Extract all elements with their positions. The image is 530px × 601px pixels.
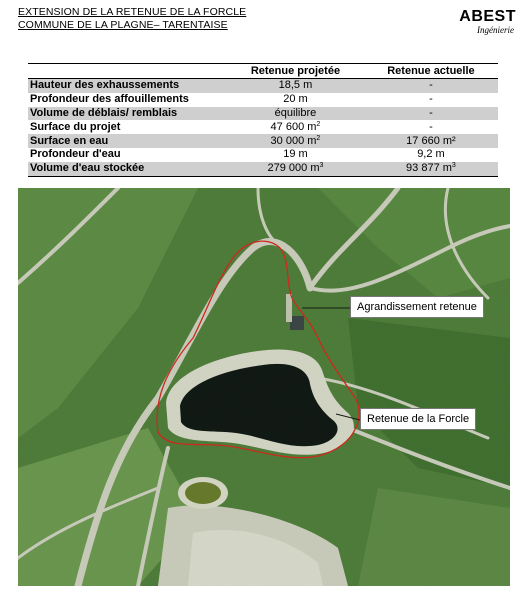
- current-value: 93 877 $m^3$: [364, 162, 498, 176]
- projected-value: 30 000 $m^2$: [227, 134, 364, 148]
- table-row: [28, 134, 498, 148]
- callout-reservoir: Retenue de la Forcle: [360, 408, 476, 430]
- table-header-cell: [28, 64, 227, 79]
- projected-value: 18,5 m: [227, 79, 364, 93]
- table-row: [28, 148, 498, 162]
- row-label: Volume d'eau stockée: [28, 162, 227, 176]
- header-title: EXTENSION DE LA RETENUE DE LA FORCLE: [18, 6, 247, 18]
- current-value: -: [364, 79, 498, 93]
- table-row: [28, 162, 498, 176]
- table-row: [28, 79, 498, 93]
- aerial-photo: [18, 188, 510, 586]
- company-logo: [459, 8, 516, 35]
- table-row: [28, 120, 498, 134]
- projected-value: 19 m: [283, 148, 308, 161]
- current-value: 9,2 m: [417, 148, 445, 161]
- header-subtitle: COMMUNE DE LA PLAGNE– TARENTAISE: [18, 19, 228, 31]
- projected-value: équilibre: [227, 107, 364, 121]
- aerial-photo-drawing: [18, 188, 510, 586]
- row-label: Profondeur d'eau: [30, 148, 121, 161]
- projected-value: 47 600 $m^2$: [270, 120, 321, 133]
- current-value: 17 660 m²: [364, 134, 498, 148]
- row-label: Surface du projet: [30, 120, 121, 133]
- texture-overlay: [18, 188, 510, 586]
- current-value: -: [364, 107, 498, 121]
- document-header: [18, 6, 246, 32]
- logo-name: ABEST: [459, 8, 516, 25]
- row-label: Profondeur des affouillements: [30, 93, 189, 106]
- table-header-cell: Retenue actuelle: [364, 64, 498, 79]
- row-label: Volume de déblais/ remblais: [28, 107, 227, 121]
- table-row: [28, 93, 498, 107]
- table-header-cell: Retenue projetée: [227, 64, 364, 79]
- row-label: Surface en eau: [28, 134, 227, 148]
- callout-extension: Agrandissement retenue: [350, 296, 484, 318]
- projected-value: 20 m: [283, 93, 308, 106]
- table-row: [28, 107, 498, 121]
- table-header-row: [28, 64, 498, 79]
- current-value: -: [429, 120, 433, 133]
- projected-value: 279 000 $m^3$: [227, 162, 364, 176]
- logo-subtitle: Ingénierie: [477, 25, 514, 35]
- characteristics-table: [28, 63, 498, 177]
- current-value: -: [429, 93, 433, 106]
- row-label: Hauteur des exhaussements: [28, 79, 227, 93]
